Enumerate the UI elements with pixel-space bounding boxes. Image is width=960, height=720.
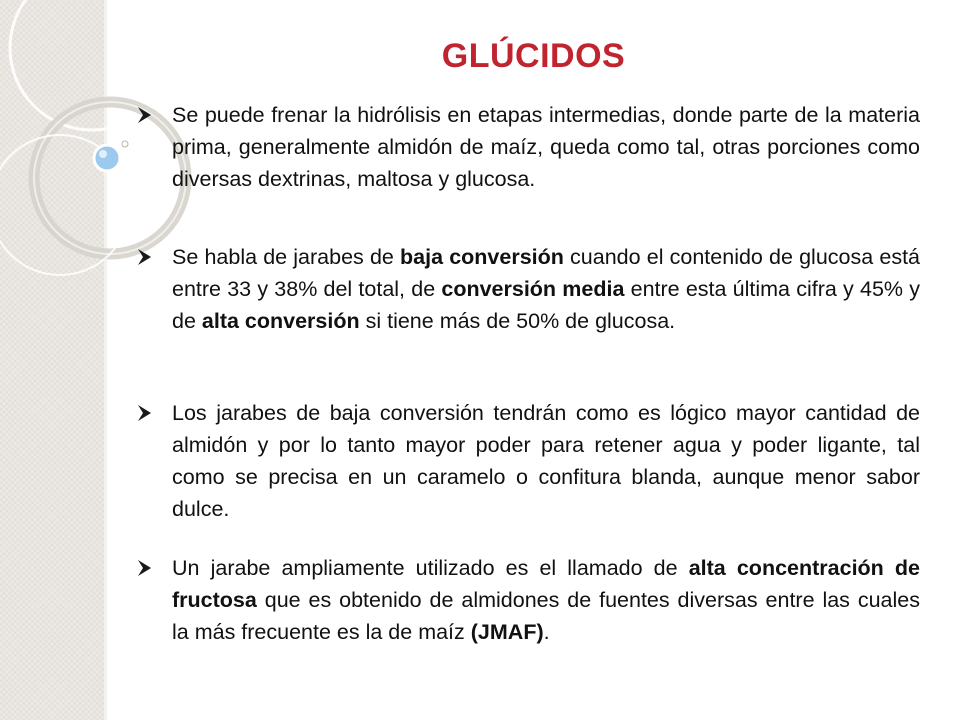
- arrowhead-bullet-icon: [134, 241, 172, 273]
- text-segment: Los jarabes de baja conversión tendrán como es lógico mayor cantidad de almidón y por lo tanto mayor poder para retener agua y poder ligante, tal como se precisa en un caramelo o confitura blanda, aunque menor sabor dulce.: [172, 401, 920, 521]
- bullet-item: [134, 397, 920, 525]
- bullet-text: [172, 397, 920, 525]
- bullet-item: [134, 241, 920, 337]
- text-segment: cuando el contenido de glucosa está entre 33 y 38% del total, de: [172, 245, 920, 301]
- slide-title: GLÚCIDOS: [441, 37, 626, 75]
- bold-text-segment: alta concentración de fructosa: [172, 556, 920, 612]
- text-segment: que es obtenido de almidones de fuentes diversas entre las cuales la más frecuente es la de maíz: [172, 588, 920, 644]
- text-segment: si tiene más de 50% de glucosa.: [359, 309, 676, 333]
- arrowhead-bullet-icon: [134, 397, 172, 429]
- bullet-item: [134, 99, 920, 195]
- bold-text-segment: alta conversión: [201, 309, 360, 333]
- text-segment: Se puede frenar la hidrólisis en etapas intermedias, donde parte de la materia prima, generalmente almidón de maíz, queda como tal, otras porciones como diversas dextrinas, maltosa y glucosa.: [172, 103, 920, 191]
- text-segment: .: [543, 620, 550, 644]
- bold-text-segment: baja conversión: [400, 245, 564, 269]
- text-segment: Se habla de jarabes de: [172, 245, 401, 269]
- bullet-text: [172, 552, 920, 648]
- arrowhead-bullet-icon: [134, 552, 172, 584]
- bullet-text: [172, 241, 920, 337]
- orb-icon: [94, 145, 120, 171]
- text-segment: entre esta última cifra y 45% y de: [172, 277, 920, 333]
- bold-text-segment: conversión media: [441, 277, 625, 301]
- bullet-item: [134, 552, 920, 648]
- arrowhead-bullet-icon: [134, 99, 172, 131]
- bold-text-segment: (JMAF): [470, 620, 544, 644]
- bullet-text: [172, 99, 920, 195]
- text-segment: Un jarabe ampliamente utilizado es el llamado de: [172, 556, 689, 580]
